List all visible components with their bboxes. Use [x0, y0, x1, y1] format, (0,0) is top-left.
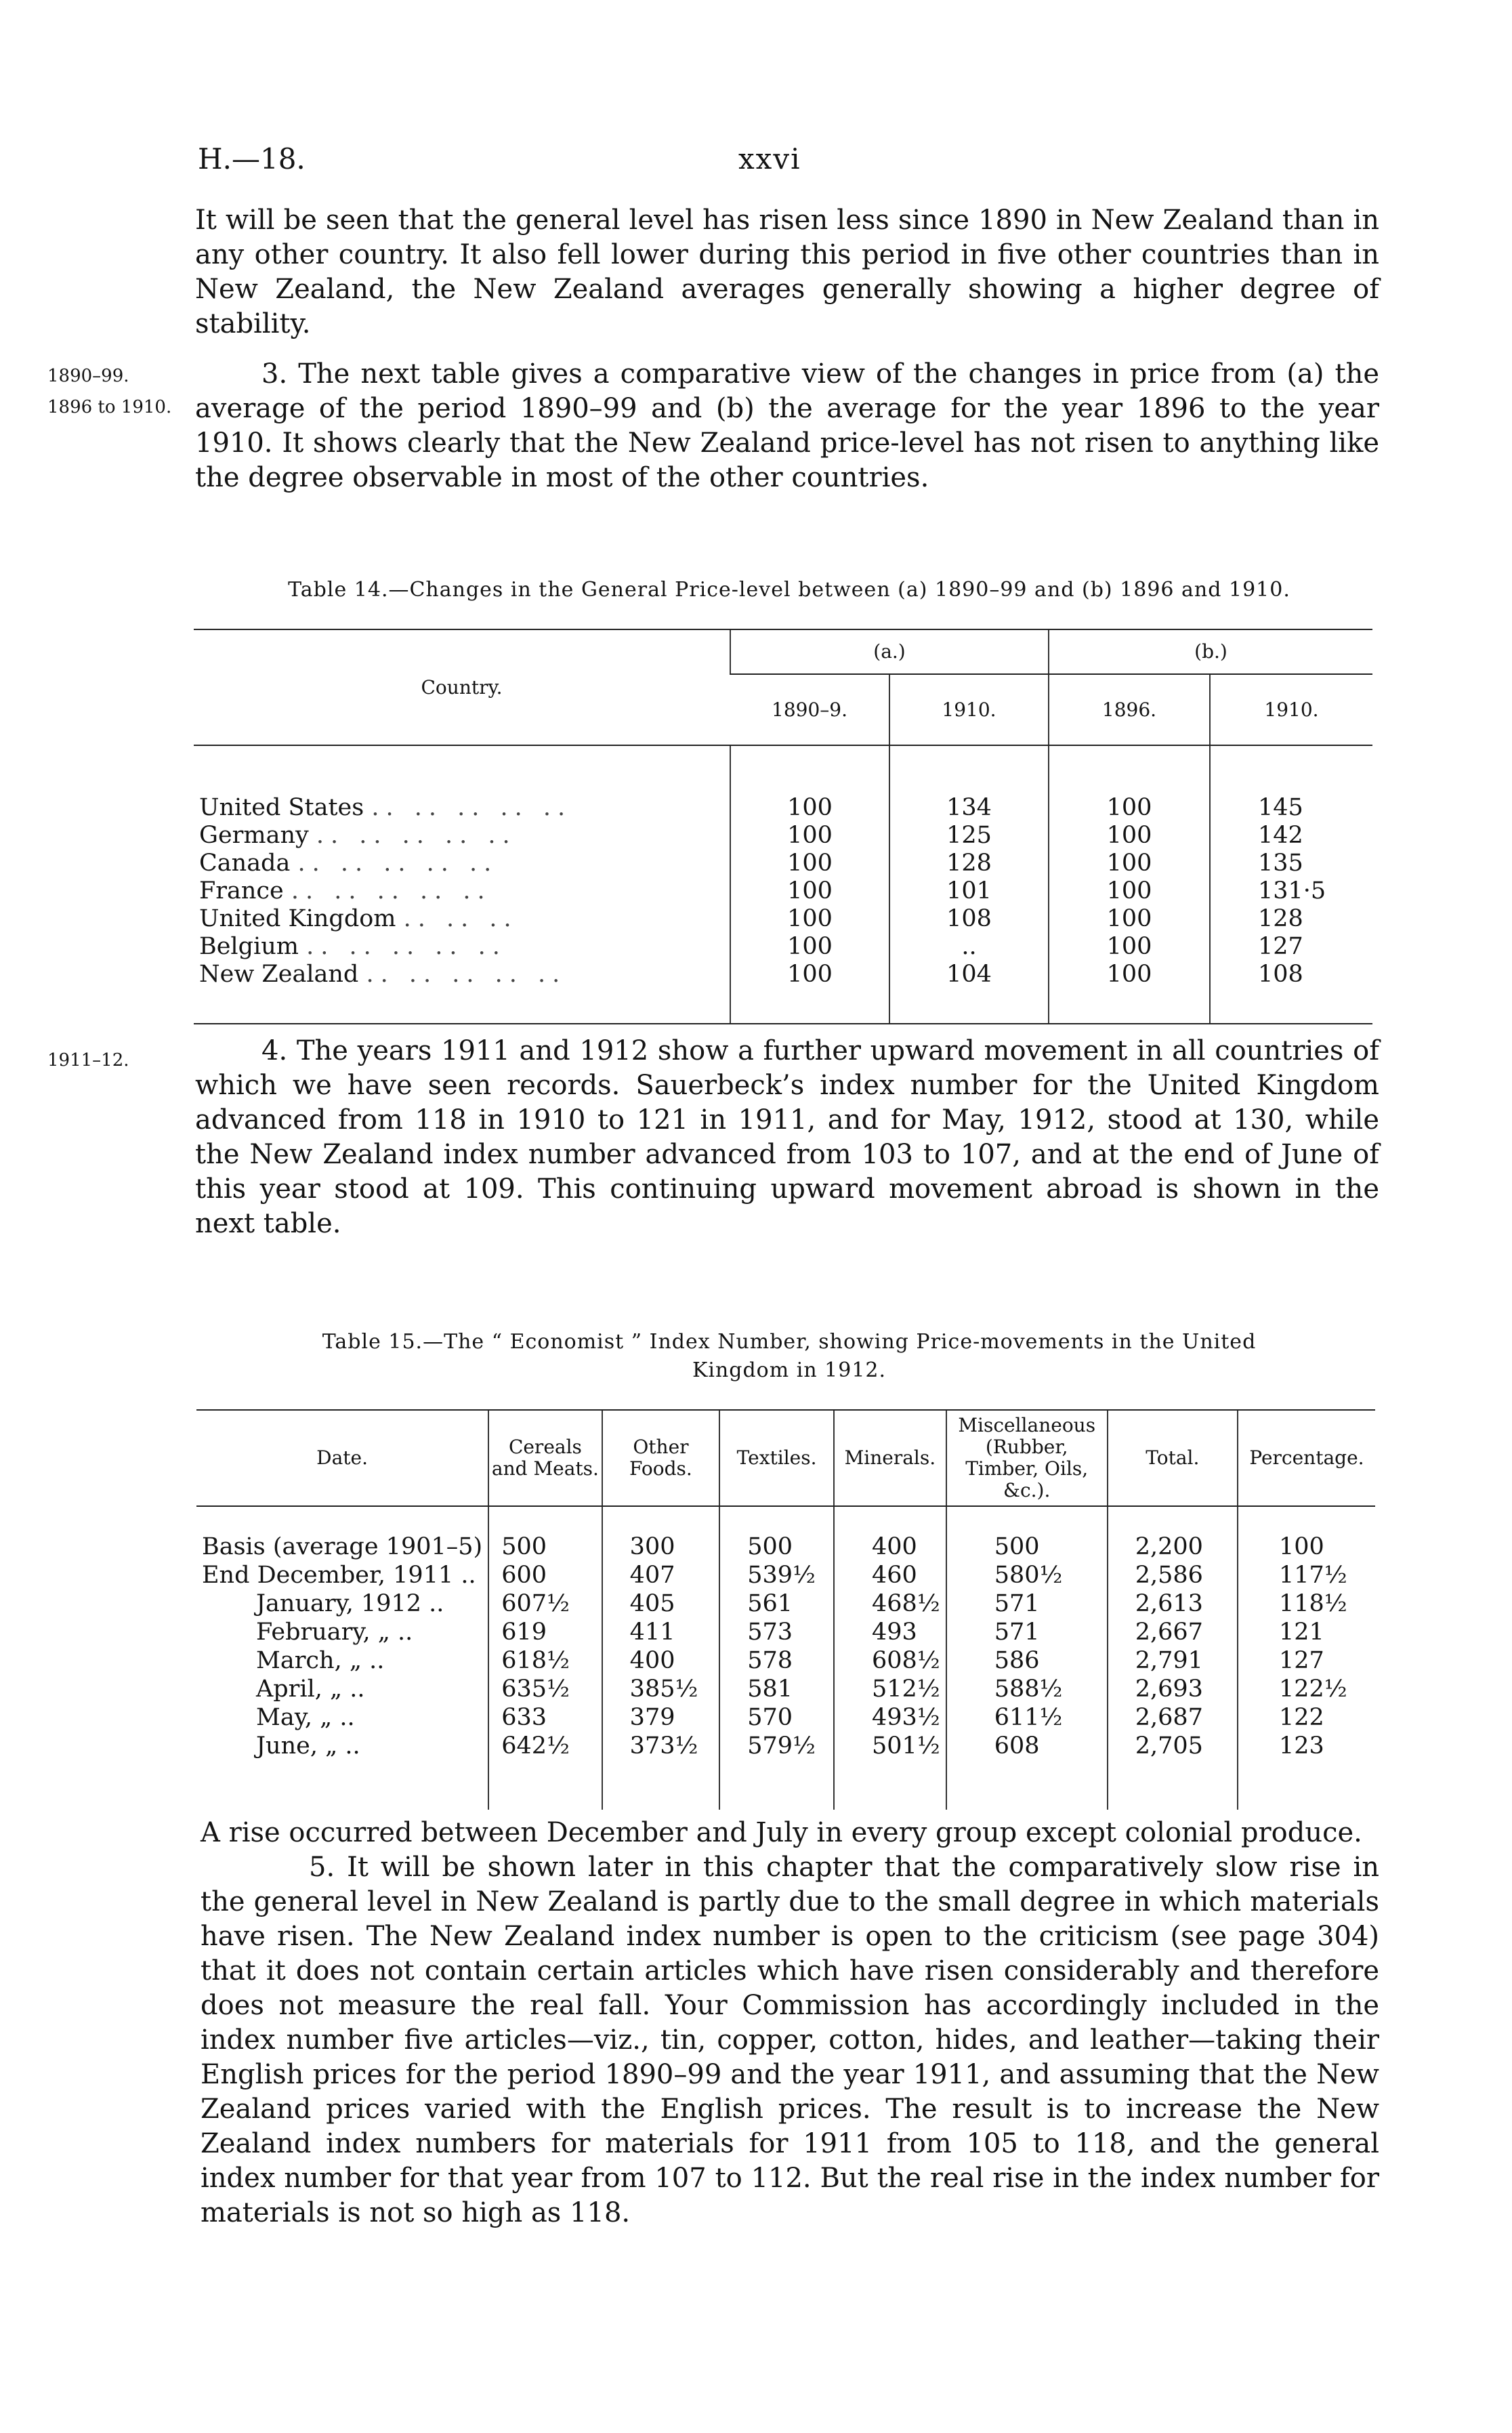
value-cell: 125 [889, 822, 1049, 850]
value-cell: 411 [602, 1619, 720, 1647]
value-cell: 100 [730, 961, 889, 989]
intro-paragraph: It will be seen that the general level has risen less since 1890 in New Zealand than in any other country. It also fell lower during this period in five other countries than in New Zealand, the New Zealand averages generally showing a higher degree of stability. [195, 205, 1379, 339]
value-cell: 635½ [488, 1676, 602, 1704]
margin-note-1896-1910: 1896 to 1910. [47, 397, 172, 417]
value-cell: 2,200 [1108, 1533, 1238, 1562]
value-cell: 300 [602, 1533, 720, 1562]
leader-dots: .. .. .. .. .. [297, 850, 499, 877]
country-name: Belgium [199, 933, 299, 960]
value-cell: 607½ [488, 1590, 602, 1619]
table-row [196, 1647, 1375, 1676]
leader-dots: .. .. .. .. .. [291, 877, 492, 904]
value-cell: 493 [834, 1619, 946, 1647]
table-row [194, 905, 1372, 933]
table-14 [194, 629, 1372, 1024]
value-cell: 100 [1049, 877, 1210, 905]
value-cell: 579½ [719, 1732, 834, 1761]
value-cell: 600 [488, 1562, 602, 1590]
value-cell: 123 [1238, 1732, 1375, 1761]
table-row [196, 1732, 1375, 1761]
table-row [196, 1676, 1375, 1704]
table-row [194, 961, 1372, 989]
value-cell: 633 [488, 1704, 602, 1732]
value-cell: 100 [1049, 850, 1210, 877]
value-cell: 581 [719, 1676, 834, 1704]
table-row [196, 1533, 1375, 1562]
value-cell: 400 [834, 1533, 946, 1562]
value-cell: 100 [730, 933, 889, 961]
header-col: 1910. [889, 674, 1049, 745]
value-cell: 573 [719, 1619, 834, 1647]
value-cell: 100 [730, 850, 889, 877]
table-15-caption-line-1: Table 15.—The “ Economist ” Index Number, showing Price-movements in the United [322, 1330, 1257, 1354]
value-cell: 468½ [834, 1590, 946, 1619]
table-row [194, 822, 1372, 850]
value-cell: 108 [1210, 961, 1372, 989]
value-cell: 501½ [834, 1732, 946, 1761]
header-minerals: Minerals. [834, 1410, 946, 1506]
date-cell: March, „ .. [256, 1647, 385, 1674]
header-miscellaneous: Miscellaneous (Rubber, Timber, Oils, &c.). [946, 1410, 1108, 1506]
page-reference: H.—18. [198, 142, 306, 175]
value-cell: 2,586 [1108, 1562, 1238, 1590]
page-number: xxvi [738, 142, 801, 175]
leader-dots: .. .. .. .. .. [371, 794, 572, 821]
country-name: France [199, 877, 284, 904]
value-cell: 100 [1238, 1533, 1375, 1562]
value-cell: 561 [719, 1590, 834, 1619]
header-date: Date. [196, 1410, 488, 1506]
country-name: Canada [199, 850, 291, 877]
value-cell: .. [889, 933, 1049, 961]
value-cell: 100 [730, 822, 889, 850]
closing-line: A rise occurred between December and July in every group except colonial produce. [201, 1817, 1362, 1848]
value-cell: 500 [719, 1533, 834, 1562]
paragraph-4-text: 4. The years 1911 and 1912 show a further upward movement in all countries of which we have seen records. Sauerbeck’s index number for the United Kingdom advanced from 118 in 1910 to 121 in 1911, and for May, 1912, stood at 130, while the New Zealand index number advanced from 103 to 107, and at the end of June of this year stood at 109. This continuing upward movement abroad is shown in the next table. [195, 1035, 1379, 1239]
header-total: Total. [1108, 1410, 1238, 1506]
value-cell: 101 [889, 877, 1049, 905]
value-cell: 117½ [1238, 1562, 1375, 1590]
value-cell: 642½ [488, 1732, 602, 1761]
value-cell: 539½ [719, 1562, 834, 1590]
value-cell: 608 [946, 1732, 1108, 1761]
header-textiles: Textiles. [719, 1410, 834, 1506]
value-cell: 121 [1238, 1619, 1375, 1647]
value-cell: 618½ [488, 1647, 602, 1676]
value-cell: 2,693 [1108, 1676, 1238, 1704]
value-cell: 500 [488, 1533, 602, 1562]
country-name: United Kingdom [199, 905, 396, 932]
value-cell: 100 [1049, 822, 1210, 850]
value-cell: 134 [889, 794, 1049, 822]
leader-dots: .. .. .. .. .. [316, 822, 517, 849]
value-cell: 122 [1238, 1704, 1375, 1732]
value-cell: 135 [1210, 850, 1372, 877]
value-cell: 405 [602, 1590, 720, 1619]
value-cell: 619 [488, 1619, 602, 1647]
table-row [196, 1590, 1375, 1619]
value-cell: 580½ [946, 1562, 1108, 1590]
leader-dots: .. .. .. [403, 905, 518, 932]
value-cell: 385½ [602, 1676, 720, 1704]
value-cell: 578 [719, 1647, 834, 1676]
value-cell: 512½ [834, 1676, 946, 1704]
header-percentage: Percentage. [1238, 1410, 1375, 1506]
value-cell: 100 [1049, 933, 1210, 961]
date-cell: End December, 1911 .. [202, 1562, 476, 1589]
value-cell: 100 [1049, 961, 1210, 989]
date-cell: Basis (average 1901–5) [202, 1533, 483, 1560]
table-row [196, 1619, 1375, 1647]
date-cell: June, „ .. [256, 1732, 360, 1760]
value-cell: 100 [730, 794, 889, 822]
value-cell: 100 [730, 877, 889, 905]
leader-dots: .. .. .. .. .. [366, 961, 567, 988]
value-cell: 588½ [946, 1676, 1108, 1704]
table-row [194, 850, 1372, 877]
header-col: 1890–9. [730, 674, 889, 745]
value-cell: 128 [1210, 905, 1372, 933]
value-cell: 400 [602, 1647, 720, 1676]
table-15-caption-line-2: Kingdom in 1912. [692, 1358, 887, 1382]
value-cell: 2,613 [1108, 1590, 1238, 1619]
date-cell: February, „ .. [256, 1619, 413, 1646]
value-cell: 100 [730, 905, 889, 933]
value-cell: 127 [1210, 933, 1372, 961]
header-col: 1896. [1049, 674, 1210, 745]
country-name: United States [199, 794, 364, 821]
table-row [196, 1562, 1375, 1590]
paragraph-4 [195, 1034, 1379, 1241]
value-cell: 2,687 [1108, 1704, 1238, 1732]
margin-note-1890-99: 1890–99. [47, 366, 129, 386]
value-cell: 2,791 [1108, 1647, 1238, 1676]
leader-dots: .. .. .. .. .. [306, 933, 507, 960]
country-name: New Zealand [199, 961, 359, 988]
value-cell: 500 [946, 1533, 1108, 1562]
table-row [194, 933, 1372, 961]
country-name: Germany [199, 822, 309, 849]
table-14-caption: Table 14.—Changes in the General Price-level between (a) 1890–99 and (b) 1896 and 1910. [288, 578, 1290, 602]
table-row [196, 1704, 1375, 1732]
value-cell: 379 [602, 1704, 720, 1732]
header-col: 1910. [1210, 674, 1372, 745]
value-cell: 571 [946, 1590, 1108, 1619]
value-cell: 460 [834, 1562, 946, 1590]
table-15 [196, 1409, 1375, 1810]
paragraph-3 [195, 357, 1379, 495]
table-row [194, 877, 1372, 905]
value-cell: 570 [719, 1704, 834, 1732]
header-cereals: Cereals and Meats. [488, 1410, 602, 1506]
header-group-a: (a.) [730, 629, 1049, 674]
value-cell: 104 [889, 961, 1049, 989]
margin-note-1911-12: 1911–12. [47, 1050, 129, 1070]
value-cell: 100 [1049, 905, 1210, 933]
value-cell: 611½ [946, 1704, 1108, 1732]
header-group-b: (b.) [1049, 629, 1372, 674]
paragraph-5-text: 5. It will be shown later in this chapter that the comparatively slow rise in the general level in New Zealand is partly due to the small degree in which materials have risen. The New Zealand index number is open to the criticism (see page 304) that it does not contain certain articles which have risen considerably and therefore does not measure the real fall. Your Commission has accordingly included in the index number five articles—viz., tin, copper, cotton, hides, and leather—taking their English prices for the period 1890–99 and the year 1911, and assuming that the New Zealand prices varied with the English prices. The result is to increase the New Zealand index numbers for materials for 1911 from 105 to 118, and the general index number for that year from 107 to 112. But the real rise in the index number for materials is not so high as 118. [201, 1852, 1379, 2228]
value-cell: 145 [1210, 794, 1372, 822]
value-cell: 131·5 [1210, 877, 1372, 905]
value-cell: 373½ [602, 1732, 720, 1761]
value-cell: 493½ [834, 1704, 946, 1732]
table-row [194, 794, 1372, 822]
value-cell: 2,705 [1108, 1732, 1238, 1761]
date-cell: May, „ .. [256, 1704, 355, 1731]
value-cell: 122½ [1238, 1676, 1375, 1704]
value-cell: 608½ [834, 1647, 946, 1676]
value-cell: 142 [1210, 822, 1372, 850]
value-cell: 407 [602, 1562, 720, 1590]
value-cell: 128 [889, 850, 1049, 877]
value-cell: 571 [946, 1619, 1108, 1647]
value-cell: 2,667 [1108, 1619, 1238, 1647]
value-cell: 100 [1049, 794, 1210, 822]
header-country: Country. [194, 629, 730, 745]
value-cell: 586 [946, 1647, 1108, 1676]
value-cell: 127 [1238, 1647, 1375, 1676]
paragraph-5 [201, 1850, 1379, 2230]
header-other-foods: Other Foods. [602, 1410, 720, 1506]
value-cell: 108 [889, 905, 1049, 933]
value-cell: 118½ [1238, 1590, 1375, 1619]
date-cell: January, 1912 .. [256, 1590, 444, 1617]
date-cell: April, „ .. [256, 1676, 365, 1703]
paragraph-3-text: 3. The next table gives a comparative view of the changes in price from (a) the average of the period 1890–99 and (b) the average for the year 1896 to the year 1910. It shows clearly that the New Zealand price-level has not risen to anything like the degree observable in most of the other countries. [195, 358, 1379, 493]
